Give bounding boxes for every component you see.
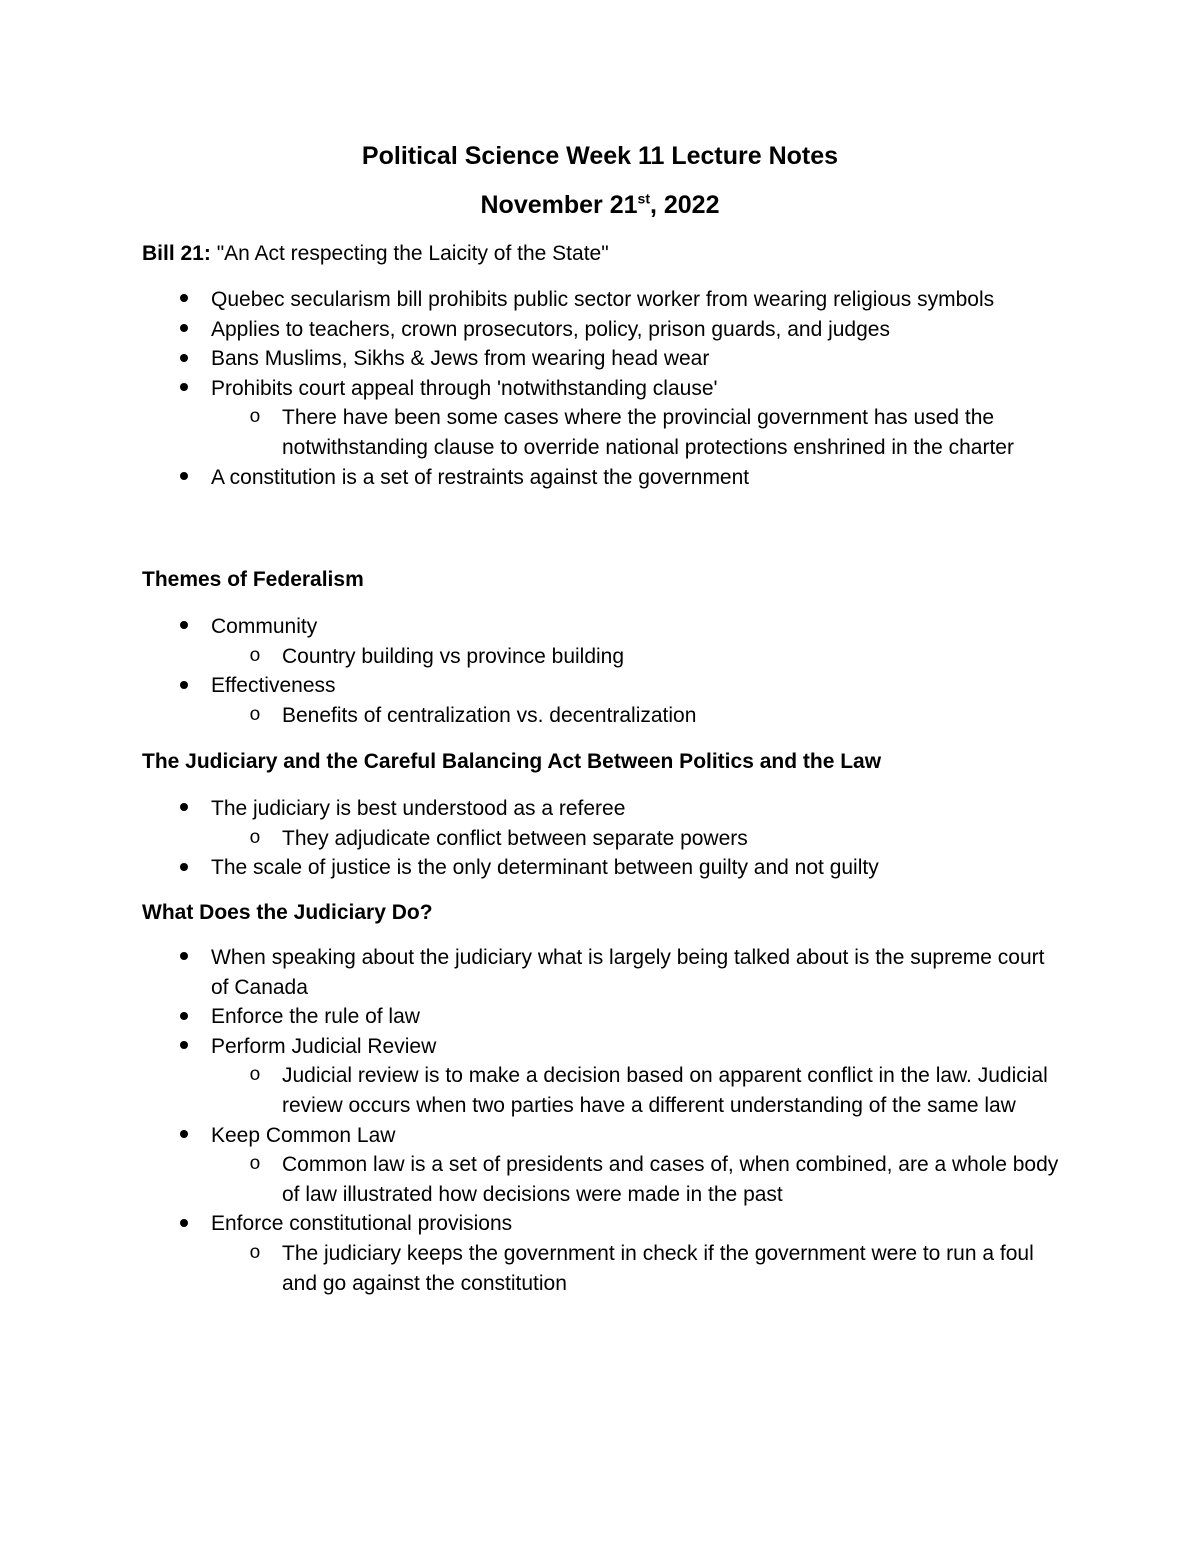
sub-list-item — [142, 1150, 1062, 1209]
sub-list-item-text: Common law is a set of presidents and cases of, when combined, are a whole body of law illustrated how decisions were made in the past — [282, 1153, 1059, 1206]
list-item-text: Bans Muslims, Sikhs & Jews from wearing head wear — [211, 347, 710, 371]
bullet-icon — [174, 1121, 194, 1151]
sub-bullet-icon: o — [249, 1241, 261, 1264]
list-item — [142, 853, 1062, 883]
bullet-icon — [174, 374, 194, 404]
list-item — [142, 1209, 1062, 1239]
sub-list-item-text: Country building vs province building — [282, 644, 625, 668]
list-item-text: Applies to teachers, crown prosecutors, policy, prison guards, and judges — [211, 317, 890, 341]
list-item — [142, 794, 1062, 824]
document-title — [0, 142, 1200, 171]
bill-label: Bill 21: — [142, 242, 211, 265]
sub-list-item-text: They adjudicate conflict between separate powers — [282, 826, 748, 850]
sub-list-item-text: Judicial review is to make a decision based on apparent conflict in the law. Judicial review occurs when two parties have a different understanding of the same law — [282, 1064, 1048, 1117]
section-heading-judiciary-balance: The Judiciary and the Careful Balancing Act Between Politics and the Law — [142, 750, 882, 773]
list-item — [142, 1032, 1062, 1062]
sub-bullet-icon: o — [249, 644, 261, 667]
list-item — [142, 344, 1062, 374]
bullet-icon — [174, 794, 194, 824]
bullet-icon — [174, 315, 194, 345]
sub-list-item — [142, 1061, 1062, 1120]
list-item — [142, 1121, 1062, 1151]
list-item — [142, 374, 1062, 404]
judiciary-balance-list — [142, 794, 1062, 883]
sub-bullet-icon: o — [249, 703, 261, 726]
list-item — [142, 285, 1062, 315]
list-item-text: Quebec secularism bill prohibits public sector worker from wearing religious symbols — [211, 288, 995, 311]
bullet-icon — [174, 344, 194, 374]
judiciary-do-list — [142, 943, 1062, 1298]
list-item-text: The scale of justice is the only determinant between guilty and not guilty — [211, 856, 879, 880]
sub-list-item-text: Benefits of centralization vs. decentralization — [282, 703, 697, 727]
list-item — [142, 671, 1062, 701]
list-item-text: A constitution is a set of restraints against the government — [211, 465, 750, 489]
section-heading-judiciary-do: What Does the Judiciary Do? — [142, 901, 433, 924]
list-item-text: Enforce the rule of law — [211, 1005, 420, 1029]
list-item-text: Prohibits court appeal through 'notwithstanding clause' — [211, 376, 718, 400]
bullet-icon — [174, 1032, 194, 1062]
sub-bullet-icon: o — [249, 826, 261, 849]
list-item-text: The judiciary is best understood as a referee — [211, 797, 626, 820]
sub-bullet-icon: o — [249, 406, 261, 429]
bullet-icon — [174, 943, 194, 973]
list-item — [142, 943, 1062, 1002]
list-item-text: Enforce constitutional provisions — [211, 1212, 513, 1236]
date-prefix: November 21 — [480, 191, 638, 219]
sub-list-item-text: The judiciary keeps the government in check if the government were to run a foul and go against the constitution — [282, 1241, 1034, 1295]
list-item-text: Keep Common Law — [211, 1123, 396, 1147]
bill-title: "An Act respecting the Laicity of the State" — [210, 242, 609, 265]
list-item-text: Perform Judicial Review — [211, 1034, 437, 1058]
bill-line — [142, 242, 609, 266]
list-item — [142, 1002, 1062, 1032]
sub-list-item — [142, 701, 1062, 731]
sub-list-item — [142, 1239, 1062, 1298]
bullet-icon — [174, 463, 194, 493]
title-text: Political Science Week 11 Lecture Notes — [361, 142, 839, 170]
sub-bullet-icon: o — [249, 1064, 261, 1087]
bullet-icon — [174, 1209, 194, 1239]
date-suffix: st — [637, 190, 650, 207]
sub-list-item — [142, 403, 1062, 462]
list-item-text: Effectiveness — [211, 674, 336, 698]
document-date — [0, 191, 1200, 220]
bill-list — [142, 285, 1062, 492]
bullet-icon — [174, 1002, 194, 1032]
bullet-icon — [174, 671, 194, 701]
sub-list-item — [142, 642, 1062, 672]
list-item — [142, 612, 1062, 642]
list-item — [142, 315, 1062, 345]
list-item-text: When speaking about the judiciary what is largely being talked about is the supreme court of Canada — [211, 946, 1045, 999]
sub-bullet-icon: o — [249, 1153, 261, 1176]
list-item-text: Community — [211, 615, 318, 638]
bullet-icon — [174, 853, 194, 883]
list-item — [142, 463, 1062, 493]
sub-list-item — [142, 824, 1062, 854]
federalism-list — [142, 612, 1062, 730]
date-rest: , 2022 — [649, 191, 720, 219]
bullet-icon — [174, 285, 194, 315]
bullet-icon — [174, 612, 194, 642]
sub-list-item-text: There have been some cases where the provincial government has used the notwithstanding clause to override national protections enshrined in the charter — [282, 406, 1014, 459]
section-heading-federalism: Themes of Federalism — [142, 568, 364, 591]
